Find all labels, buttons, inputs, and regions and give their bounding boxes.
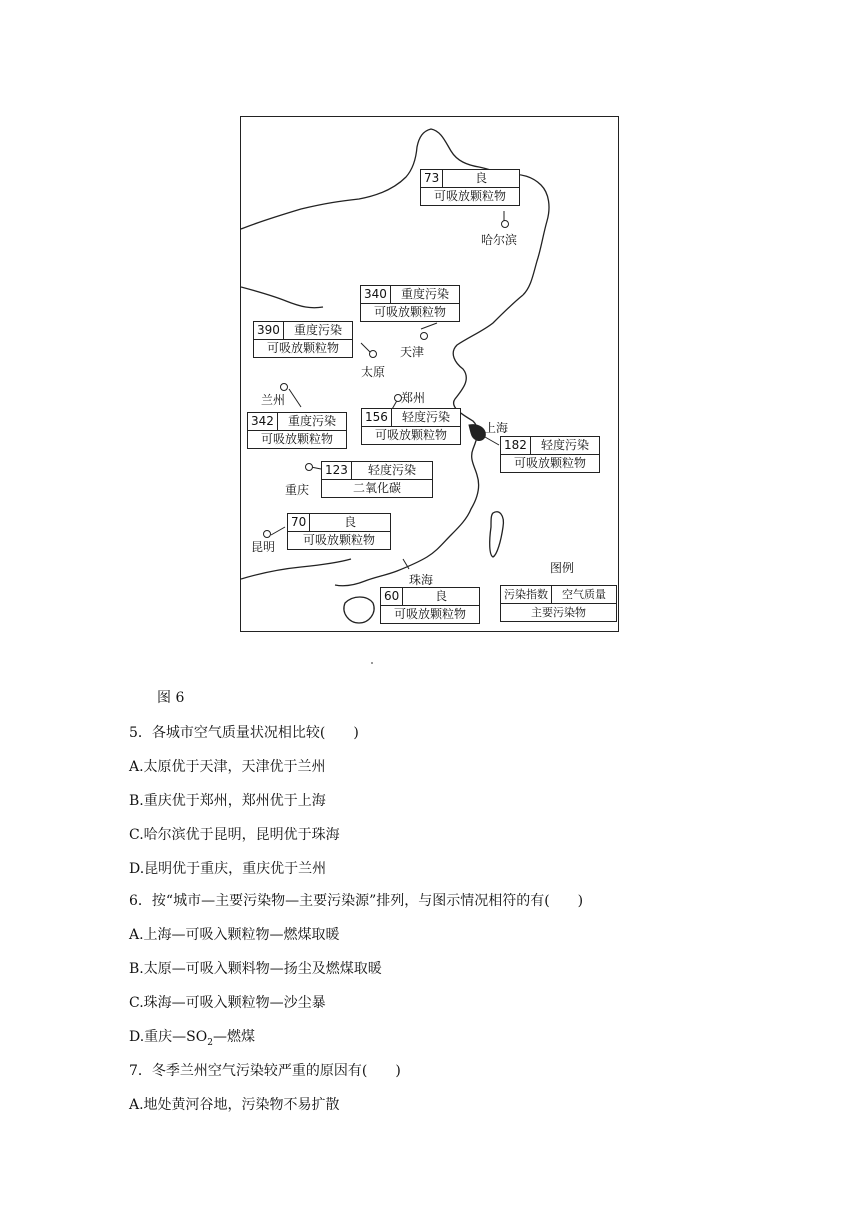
q5-option-b: B.重庆优于郑州，郑州优于上海 xyxy=(129,793,326,809)
city-label-lanzhou: 兰州 xyxy=(261,393,286,407)
q7-option-a: A.地处黄河谷地，污染物不易扩散 xyxy=(129,1097,340,1113)
stat-box-lanzhou xyxy=(247,412,347,449)
q6-option-a: A.上海—可吸入颗粒物—燃煤取暖 xyxy=(129,927,340,943)
stat-box-zhengzhou xyxy=(361,408,461,445)
city-dot-tianjin xyxy=(420,332,428,340)
q6-option-d-subscript: 2 xyxy=(207,1037,213,1048)
main-pollutant: 二氧化碳 xyxy=(352,481,401,495)
q5-option-d: D.昆明优于重庆，重庆优于兰州 xyxy=(129,861,327,877)
pollution-index: 342 xyxy=(248,413,278,430)
city-label-harbin: 哈尔滨 xyxy=(481,233,518,247)
main-pollutant: 可吸放颗粒物 xyxy=(373,305,446,319)
q5-option-c: C.哈尔滨优于昆明，昆明优于珠海 xyxy=(129,827,340,843)
city-label-zhengzhou: 郑州 xyxy=(401,391,426,405)
stat-box-tianjin xyxy=(360,285,460,322)
q6-option-d-suffix: —燃煤 xyxy=(212,1029,255,1045)
air-quality: 良 xyxy=(435,589,448,603)
city-label-zhuhai: 珠海 xyxy=(409,573,434,587)
stat-box-taiyuan xyxy=(253,321,353,358)
q5-option-a: A.太原优于天津，天津优于兰州 xyxy=(129,759,326,775)
q6-option-b: B.太原—可吸入颗料物—扬尘及燃煤取暖 xyxy=(129,961,382,977)
city-dot-lanzhou xyxy=(280,383,288,391)
air-quality: 轻度污染 xyxy=(367,463,416,477)
stat-box-kunming xyxy=(287,513,391,550)
air-quality: 重度污染 xyxy=(287,414,336,428)
q6-stem: 6．按“城市—主要污染物—主要污染源”排列，与图示情况相符的有( ) xyxy=(129,893,584,909)
legend-pollutant-label: 主要污染物 xyxy=(531,606,586,619)
legend-quality-label: 空气质量 xyxy=(562,588,606,601)
legend-title: 图例 xyxy=(550,561,575,575)
stat-box-chongqing xyxy=(321,461,433,498)
air-quality: 良 xyxy=(475,171,488,185)
city-label-taiyuan: 太原 xyxy=(361,365,386,379)
q6-option-d-prefix: D.重庆—SO xyxy=(129,1029,208,1045)
city-dot-harbin xyxy=(501,220,509,228)
q6-option-c: C.珠海—可吸入颗粒物—沙尘暴 xyxy=(129,995,326,1011)
main-pollutant: 可吸放颗粒物 xyxy=(260,432,333,446)
air-quality: 良 xyxy=(344,515,357,529)
main-pollutant: 可吸放颗粒物 xyxy=(302,533,375,547)
pollution-index: 73 xyxy=(421,170,443,187)
pollution-index: 70 xyxy=(288,514,310,531)
city-label-tianjin: 天津 xyxy=(400,345,425,359)
air-quality: 轻度污染 xyxy=(401,410,450,424)
pollution-index: 60 xyxy=(381,588,403,605)
pollution-index: 156 xyxy=(362,409,392,426)
legend-box xyxy=(500,585,617,622)
pollution-index: 340 xyxy=(361,286,391,303)
main-pollutant: 可吸放颗粒物 xyxy=(374,428,447,442)
stat-box-harbin xyxy=(420,169,520,206)
q7-stem: 7．冬季兰州空气污染较严重的原因有( ) xyxy=(129,1063,401,1079)
q5-stem: 5．各城市空气质量状况相比较( ) xyxy=(129,725,359,741)
air-quality: 重度污染 xyxy=(293,323,342,337)
main-pollutant: 可吸放颗粒物 xyxy=(513,456,586,470)
city-dot-taiyuan xyxy=(369,350,377,358)
pollution-index: 123 xyxy=(322,462,352,479)
city-dot-kunming xyxy=(263,530,271,538)
stat-box-shanghai xyxy=(500,436,600,473)
figure-caption: 图 6 xyxy=(157,690,185,706)
q6-option-d xyxy=(129,1026,255,1048)
pollution-index: 182 xyxy=(501,437,531,454)
main-pollutant: 可吸放颗粒物 xyxy=(393,607,466,621)
city-dot-chongqing xyxy=(305,463,313,471)
stat-box-zhuhai xyxy=(380,587,480,624)
main-pollutant: 可吸放颗粒物 xyxy=(266,341,339,355)
city-label-chongqing: 重庆 xyxy=(285,483,310,497)
air-quality: 重度污染 xyxy=(400,287,449,301)
air-quality: 轻度污染 xyxy=(540,438,589,452)
main-pollutant: 可吸放颗粒物 xyxy=(433,189,506,203)
city-label-kunming: 昆明 xyxy=(251,540,276,554)
china-air-quality-map xyxy=(240,116,619,632)
city-label-shanghai: 上海 xyxy=(484,421,509,435)
scan-speck xyxy=(371,662,373,664)
pollution-index: 390 xyxy=(254,322,284,339)
legend-index-label: 污染指数 xyxy=(501,586,552,603)
